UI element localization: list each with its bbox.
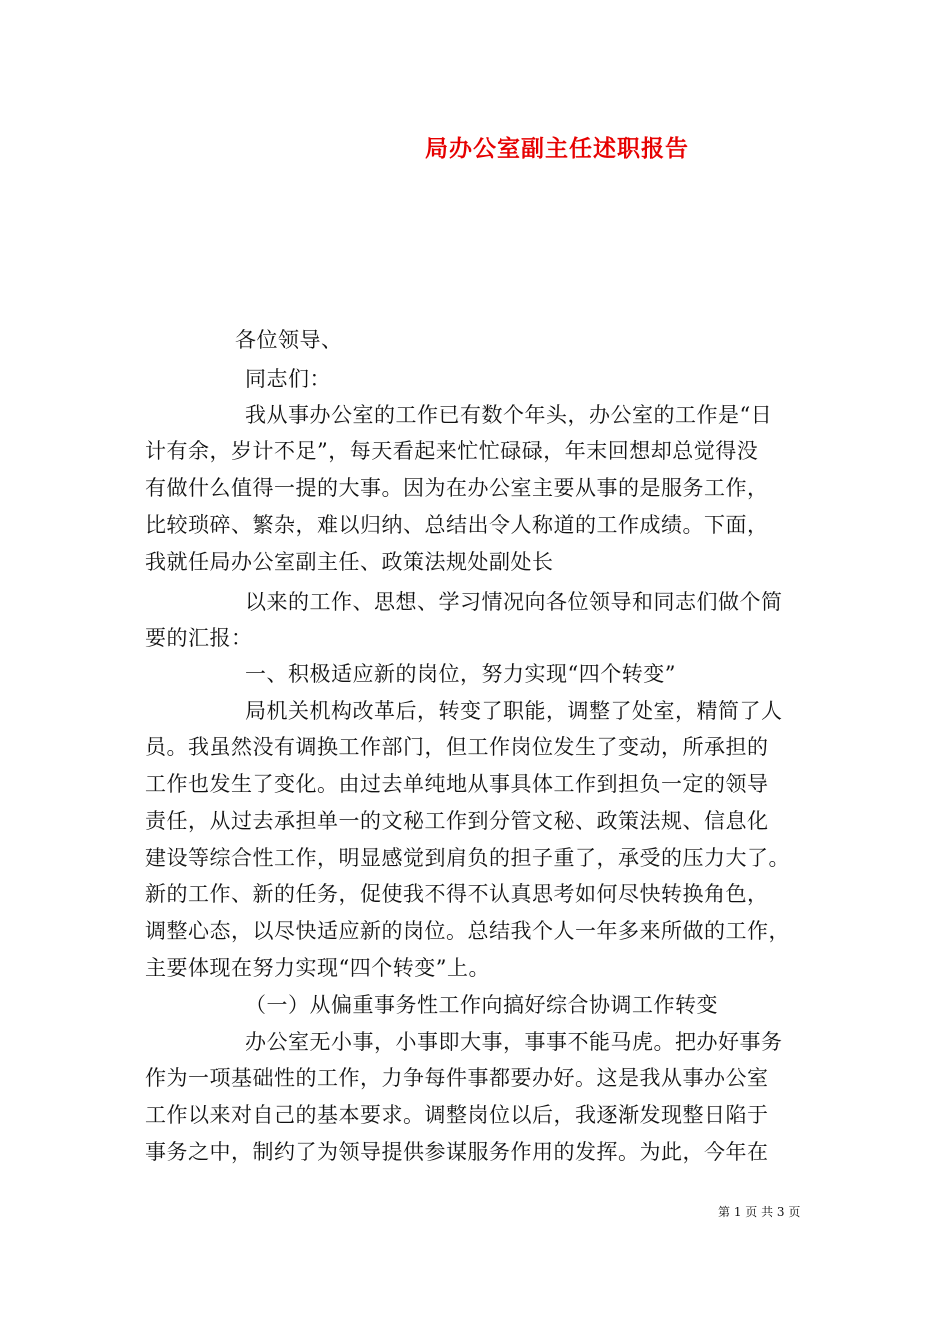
body-line: 事务之中，制约了为领导提供参谋服务作用的发挥。为此，今年在 bbox=[145, 1140, 769, 1164]
page-number: 第 1 页 共 3 页 bbox=[718, 1205, 801, 1219]
body-line: 工作也发生了变化。由过去单纯地从事具体工作到担负一定的领导 bbox=[145, 772, 769, 796]
body-line: 工作以来对自己的基本要求。调整岗位以后，我逐渐发现整日陷于 bbox=[145, 1103, 769, 1127]
body-line: 我就任局办公室副主任、政策法规处副处长 bbox=[145, 550, 554, 574]
section-heading: 一、积极适应新的岗位，努力实现“四个转变” bbox=[245, 662, 676, 686]
body-line: 主要体现在努力实现“四个转变”上。 bbox=[145, 956, 490, 980]
body-line: 调整心态，以尽快适应新的岗位。总结我个人一年多来所做的工作， bbox=[145, 919, 790, 943]
body-line: 要的汇报： bbox=[145, 626, 253, 650]
subsection-heading: （一）从偏重事务性工作向搞好综合协调工作转变 bbox=[245, 993, 718, 1017]
body-line: 员。我虽然没有调换工作部门，但工作岗位发生了变动，所承担的 bbox=[145, 735, 769, 759]
salutation-line: 同志们： bbox=[245, 367, 331, 391]
body-line: 作为一项基础性的工作，力争每件事都要办好。这是我从事办公室 bbox=[145, 1066, 769, 1090]
body-line: 局机关机构改革后，转变了职能，调整了处室，精简了人 bbox=[245, 699, 783, 723]
body-line: 有做什么值得一提的大事。因为在办公室主要从事的是服务工作， bbox=[145, 476, 769, 500]
body-line: 比较琐碎、繁杂，难以归纳、总结出令人称道的工作成绩。下面， bbox=[145, 513, 769, 537]
body-line: 建设等综合性工作，明显感觉到肩负的担子重了，承受的压力大了。 bbox=[145, 846, 790, 870]
body-line: 我从事办公室的工作已有数个年头，办公室的工作是“日 bbox=[245, 403, 773, 427]
body-line: 计有余，岁计不足”，每天看起来忙忙碌碌，年末回想却总觉得没 bbox=[145, 439, 759, 463]
document-title: 局办公室副主任述职报告 bbox=[425, 135, 689, 162]
body-line: 办公室无小事，小事即大事，事事不能马虎。把办好事务 bbox=[245, 1030, 783, 1054]
body-line: 新的工作、新的任务，促使我不得不认真思考如何尽快转换角色， bbox=[145, 882, 769, 906]
body-line: 以来的工作、思想、学习情况向各位领导和同志们做个简 bbox=[245, 590, 783, 614]
salutation-line: 各位领导、 bbox=[235, 328, 343, 352]
body-line: 责任，从过去承担单一的文秘工作到分管文秘、政策法规、信息化 bbox=[145, 809, 769, 833]
